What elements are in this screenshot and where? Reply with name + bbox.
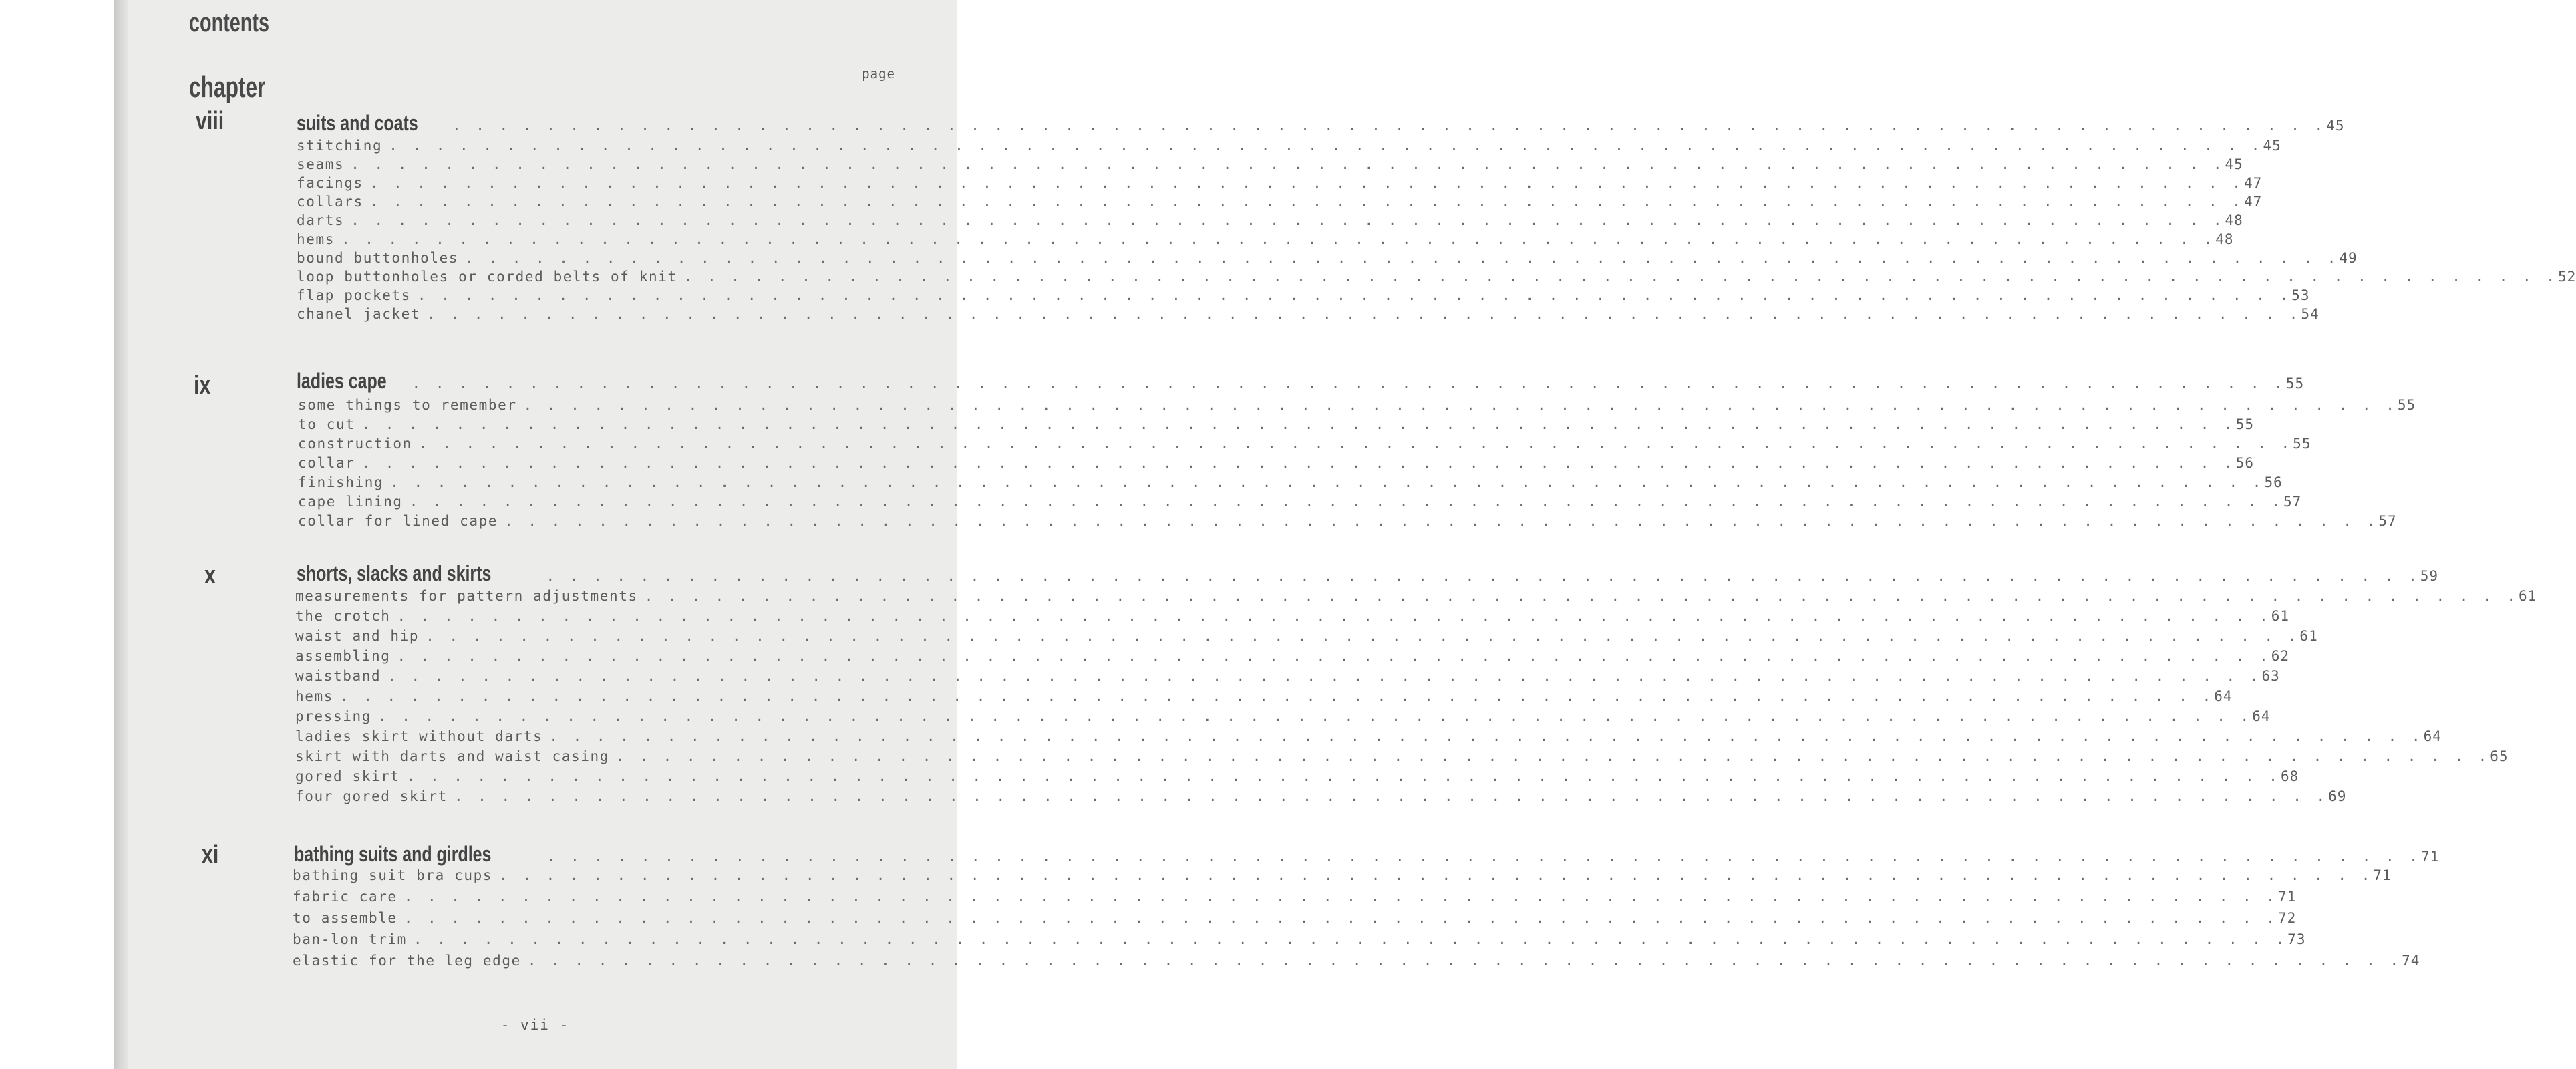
toc-entry — [295, 748, 2509, 767]
page-number: 64 — [2252, 708, 2271, 724]
toc-entry — [298, 494, 2302, 512]
entry-label: hems — [295, 688, 333, 704]
entry-label: fabric care — [293, 889, 397, 905]
page-number: 45 — [2326, 118, 2345, 134]
page-number: 72 — [2277, 910, 2297, 926]
toc-entry — [293, 867, 2392, 886]
page-number: 47 — [2243, 194, 2263, 210]
page-number: 56 — [2264, 474, 2283, 490]
document-page — [114, 0, 2576, 1069]
entry-label: waist and hip — [295, 628, 420, 644]
toc-entry — [298, 513, 2397, 532]
dot-leader: . . . . . . . . . . . . . . . . . . . . . . . . . . . . . . . . . . . . . . . . . . . . . . . . . . . . . . . . . . . . . . . . . . . . . . . . . . . . . . . . — [369, 175, 2244, 191]
chapter-title: shorts, slacks and skirts — [297, 561, 492, 585]
entry-label: collars — [297, 194, 363, 210]
entry-label: measurements for pattern adjustments — [295, 588, 638, 604]
toc-entry — [297, 138, 2281, 156]
entry-label: facings — [297, 175, 363, 191]
dot-leader: . . . . . . . . . . . . . . . . . . . . . . . . . . . . . . . . . . . . . . . . . . . . . . . . . . . . . . . . . . . . . . . . . . . . . . . . . . . . . . . . — [351, 156, 2225, 172]
toc-entry — [295, 788, 2347, 807]
toc-entry — [298, 416, 2255, 435]
page-number: 48 — [2225, 212, 2243, 228]
entry-label: the crotch — [295, 608, 391, 624]
dot-leader: . . . . . . . . . . . . . . . . . . . . . . . . . . . . . . . . . . . . . . . . . . . . . . . . . . . . . . . . . . . . . . . . . . . . . . . . . . . . . . . . — [397, 608, 2271, 624]
toc-entry — [295, 628, 2318, 647]
dot-leader: . . . . . . . . . . . . . . . . . . . . . . . . . . . . . . . . . . . . . . . . . . . . . . . . . . . . . . . . . . . . . . . . . . . . . . . . . . . . . . . . — [406, 768, 2281, 784]
chapter-numeral: x — [204, 561, 216, 589]
chapter-title: ladies cape — [297, 369, 387, 393]
dot-leader: . . . . . . . . . . . . . . . . . . . . . . . . . . . . . . . . . . . . . . . . . . . . . . . . . . . . . . . . . . . . . . . . . . . . . . . . . . . . . . . . — [452, 118, 2327, 134]
dot-leader: . . . . . . . . . . . . . . . . . . . . . . . . . . . . . . . . . . . . . . . . . . . . . . . . . . . . . . . . . . . . . . . . . . . . . . . . . . . . . . . . — [397, 648, 2271, 664]
entry-label: gored skirt — [295, 768, 400, 784]
entry-label: bathing suit bra cups — [293, 867, 493, 883]
entry-label: cape lining — [298, 494, 403, 510]
page-number: 55 — [2397, 397, 2416, 413]
dot-leader: . . . . . . . . . . . . . . . . . . . . . . . . . . . . . . . . . . . . . . . . . . . . . . . . . . . . . . . . . . . . . . . . . . . . . . . . . . . . . . . . — [389, 138, 2263, 154]
page-number: 55 — [2293, 436, 2311, 452]
toc-entry — [297, 287, 2310, 306]
chapter-title-row — [294, 842, 2440, 866]
dot-leader: . . . . . . . . . . . . . . . . . . . . . . . . . . . . . . . . . . . . . . . . . . . . . . . . . . . . . . . . . . . . . . . . . . . . . . . . . . . . . . . . — [465, 250, 2340, 266]
dot-leader: . . . . . . . . . . . . . . . . . . . . . . . . . . . . . . . . . . . . . . . . . . . . . . . . . . . . . . . . . . . . . . . . . . . . . . . . . . . . . . . . — [361, 416, 2236, 432]
chapter-column-heading: chapter — [189, 71, 266, 104]
page-number: 49 — [2339, 250, 2358, 266]
chapter-title-row — [297, 369, 2305, 393]
page-number: 62 — [2271, 648, 2289, 664]
dot-leader: . . . . . . . . . . . . . . . . . . . . . . . . . . . . . . . . . . . . . . . . . . . . . . . . . . . . . . . . . . . . . . . . . . . . . . . . . . . . . . . . — [546, 568, 2420, 584]
chapter-title-row — [297, 561, 2439, 585]
dot-leader: . . . . . . . . . . . . . . . . . . . . . . . . . . . . . . . . . . . . . . . . . . . . . . . . . . . . . . . . . . . . . . . . . . . . . . . . . . . . . . . . — [390, 474, 2265, 490]
toc-entry — [295, 588, 2537, 607]
dot-leader: . . . . . . . . . . . . . . . . . . . . . . . . . . . . . . . . . . . . . . . . . . . . . . . . . . . . . . . . . . . . . . . . . . . . . . . . . . . . . . . . — [427, 306, 2301, 322]
toc-entry — [295, 708, 2271, 727]
entry-label: collar for lined cape — [298, 513, 498, 529]
entry-label: construction — [298, 436, 412, 452]
dot-leader: . . . . . . . . . . . . . . . . . . . . . . . . . . . . . . . . . . . . . . . . . . . . . . . . . . . . . . . . . . . . . . . . . . . . . . . . . . . . . . . . — [616, 748, 2490, 764]
entry-label: ban-lon trim — [293, 931, 407, 947]
entry-label: some things to remember — [298, 397, 517, 413]
dot-leader: . . . . . . . . . . . . . . . . . . . . . . . . . . . . . . . . . . . . . . . . . . . . . . . . . . . . . . . . . . . . . . . . . . . . . . . . . . . . . . . . — [683, 269, 2558, 285]
entry-label: four gored skirt — [295, 788, 448, 804]
page-number: 71 — [2373, 867, 2392, 883]
toc-entry — [297, 175, 2263, 194]
toc-entry — [293, 910, 2297, 929]
dot-leader: . . . . . . . . . . . . . . . . . . . . . . . . . . . . . . . . . . . . . . . . . . . . . . . . . . . . . . . . . . . . . . . . . . . . . . . . . . . . . . . . — [527, 953, 2402, 969]
toc-entry — [297, 194, 2263, 212]
entry-label: finishing — [298, 474, 384, 490]
page-number: 55 — [2285, 375, 2305, 392]
dot-leader: . . . . . . . . . . . . . . . . . . . . . . . . . . . . . . . . . . . . . . . . . . . . . . . . . . . . . . . . . . . . . . . . . . . . . . . . . . . . . . . . — [418, 436, 2293, 452]
entry-label: collar — [298, 455, 355, 471]
dot-leader: . . . . . . . . . . . . . . . . . . . . . . . . . . . . . . . . . . . . . . . . . . . . . . . . . . . . . . . . . . . . . . . . . . . . . . . . . . . . . . . . — [504, 513, 2379, 529]
entry-label: seams — [297, 156, 345, 172]
dot-leader: . . . . . . . . . . . . . . . . . . . . . . . . . . . . . . . . . . . . . . . . . . . . . . . . . . . . . . . . . . . . . . . . . . . . . . . . . . . . . . . . — [377, 708, 2253, 724]
page-number: 54 — [2301, 306, 2319, 322]
toc-entry — [293, 931, 2306, 950]
page-number: 73 — [2287, 931, 2306, 947]
page-number: 57 — [2283, 494, 2302, 510]
toc-entry — [293, 889, 2297, 907]
dot-leader: . . . . . . . . . . . . . . . . . . . . . . . . . . . . . . . . . . . . . . . . . . . . . . . . . . . . . . . . . . . . . . . . . . . . . . . . . . . . . . . . — [369, 194, 2244, 210]
page-number: 45 — [2263, 138, 2281, 154]
dot-leader: . . . . . . . . . . . . . . . . . . . . . . . . . . . . . . . . . . . . . . . . . . . . . . . . . . . . . . . . . . . . . . . . . . . . . . . . . . . . . . . . — [404, 889, 2278, 905]
page-number: 55 — [2235, 416, 2255, 432]
chapter-title-row — [297, 111, 2345, 135]
entry-label: pressing — [295, 708, 371, 724]
entry-label: darts — [297, 212, 345, 228]
page-number: 56 — [2235, 455, 2255, 471]
entry-label: flap pockets — [297, 287, 411, 303]
dot-leader: . . . . . . . . . . . . . . . . . . . . . . . . . . . . . . . . . . . . . . . . . . . . . . . . . . . . . . . . . . . . . . . . . . . . . . . . . . . . . . . . — [409, 494, 2283, 510]
page-number: 57 — [2378, 513, 2397, 529]
page-number: 65 — [2490, 748, 2509, 764]
page-number: 61 — [2271, 608, 2289, 624]
toc-entry — [295, 728, 2442, 747]
entry-label: stitching — [297, 138, 383, 154]
page-number: 47 — [2243, 175, 2263, 191]
page-number: 61 — [2519, 588, 2537, 604]
dot-leader: . . . . . . . . . . . . . . . . . . . . . . . . . . . . . . . . . . . . . . . . . . . . . . . . . . . . . . . . . . . . . . . . . . . . . . . . . . . . . . . . — [499, 867, 2374, 883]
entry-label: hems — [297, 231, 335, 247]
entry-label: to assemble — [293, 910, 397, 926]
page-number-footer: - vii - — [500, 1017, 570, 1033]
entry-label: chanel jacket — [297, 306, 421, 322]
entry-label: skirt with darts and waist casing — [295, 748, 610, 764]
dot-leader: . . . . . . . . . . . . . . . . . . . . . . . . . . . . . . . . . . . . . . . . . . . . . . . . . . . . . . . . . . . . . . . . . . . . . . . . . . . . . . . . — [549, 728, 2424, 744]
toc-entry — [295, 688, 2233, 707]
toc-entry — [295, 768, 2299, 787]
page-number: 52 — [2557, 269, 2576, 285]
page-number: 61 — [2299, 628, 2318, 644]
toc-entry — [297, 250, 2358, 269]
chapter-numeral: viii — [196, 107, 224, 135]
dot-leader: . . . . . . . . . . . . . . . . . . . . . . . . . . . . . . . . . . . . . . . . . . . . . . . . . . . . . . . . . . . . . . . . . . . . . . . . . . . . . . . . — [523, 397, 2398, 413]
page-number: 69 — [2328, 788, 2347, 804]
binding-shadow — [114, 0, 128, 1069]
entry-label: elastic for the leg edge — [293, 953, 521, 969]
entry-label: ladies skirt without darts — [295, 728, 543, 744]
page-number: 68 — [2280, 768, 2299, 784]
toc-entry — [295, 648, 2289, 667]
toc-entry — [293, 953, 2420, 971]
chapter-title: suits and coats — [297, 111, 418, 135]
entry-label: loop buttonholes or corded belts of knit — [297, 269, 677, 285]
page-number: 45 — [2225, 156, 2243, 172]
page-number: 71 — [2277, 889, 2297, 905]
chapter-title: bathing suits and girdles — [294, 842, 492, 866]
page-number: 64 — [2423, 728, 2442, 744]
dot-leader: . . . . . . . . . . . . . . . . . . . . . . . . . . . . . . . . . . . . . . . . . . . . . . . . . . . . . . . . . . . . . . . . . . . . . . . . . . . . . . . . — [412, 375, 2286, 392]
entry-label: assembling — [295, 648, 391, 664]
dot-leader: . . . . . . . . . . . . . . . . . . . . . . . . . . . . . . . . . . . . . . . . . . . . . . . . . . . . . . . . . . . . . . . . . . . . . . . . . . . . . . . . — [341, 231, 2216, 247]
dot-leader: . . . . . . . . . . . . . . . . . . . . . . . . . . . . . . . . . . . . . . . . . . . . . . . . . . . . . . . . . . . . . . . . . . . . . . . . . . . . . . . . — [426, 628, 2300, 644]
toc-entry — [298, 397, 2416, 416]
page-number: 74 — [2402, 953, 2420, 969]
dot-leader: . . . . . . . . . . . . . . . . . . . . . . . . . . . . . . . . . . . . . . . . . . . . . . . . . . . . . . . . . . . . . . . . . . . . . . . . . . . . . . . . — [546, 849, 2421, 865]
chapter-numeral: ix — [194, 371, 211, 400]
dot-leader: . . . . . . . . . . . . . . . . . . . . . . . . . . . . . . . . . . . . . . . . . . . . . . . . . . . . . . . . . . . . . . . . . . . . . . . . . . . . . . . . — [404, 910, 2278, 926]
page-number: 63 — [2261, 668, 2280, 684]
toc-entry — [297, 212, 2243, 231]
dot-leader: . . . . . . . . . . . . . . . . . . . . . . . . . . . . . . . . . . . . . . . . . . . . . . . . . . . . . . . . . . . . . . . . . . . . . . . . . . . . . . . . — [413, 931, 2288, 947]
dot-leader: . . . . . . . . . . . . . . . . . . . . . . . . . . . . . . . . . . . . . . . . . . . . . . . . . . . . . . . . . . . . . . . . . . . . . . . . . . . . . . . . — [387, 668, 2262, 684]
toc-entry — [298, 436, 2311, 454]
toc-entry — [295, 668, 2280, 687]
toc-entry — [297, 269, 2576, 287]
dot-leader: . . . . . . . . . . . . . . . . . . . . . . . . . . . . . . . . . . . . . . . . . . . . . . . . . . . . . . . . . . . . . . . . . . . . . . . . . . . . . . . . — [339, 688, 2215, 704]
dot-leader: . . . . . . . . . . . . . . . . . . . . . . . . . . . . . . . . . . . . . . . . . . . . . . . . . . . . . . . . . . . . . . . . . . . . . . . . . . . . . . . . — [454, 788, 2329, 804]
toc-entry — [298, 474, 2283, 493]
contents-heading: contents — [189, 8, 270, 37]
page-number: 71 — [2420, 849, 2440, 865]
page-number: 59 — [2420, 568, 2439, 584]
toc-entry — [297, 231, 2234, 250]
dot-leader: . . . . . . . . . . . . . . . . . . . . . . . . . . . . . . . . . . . . . . . . . . . . . . . . . . . . . . . . . . . . . . . . . . . . . . . . . . . . . . . . — [644, 588, 2519, 604]
toc-entry — [297, 306, 2319, 325]
dot-leader: . . . . . . . . . . . . . . . . . . . . . . . . . . . . . . . . . . . . . . . . . . . . . . . . . . . . . . . . . . . . . . . . . . . . . . . . . . . . . . . . — [361, 455, 2236, 471]
entry-label: waistband — [295, 668, 381, 684]
toc-entry — [298, 455, 2255, 474]
chapter-numeral: xi — [202, 841, 219, 869]
toc-entry — [295, 608, 2289, 627]
dot-leader: . . . . . . . . . . . . . . . . . . . . . . . . . . . . . . . . . . . . . . . . . . . . . . . . . . . . . . . . . . . . . . . . . . . . . . . . . . . . . . . . — [351, 212, 2225, 228]
toc-entry — [297, 156, 2243, 175]
entry-label: to cut — [298, 416, 355, 432]
dot-leader: . . . . . . . . . . . . . . . . . . . . . . . . . . . . . . . . . . . . . . . . . . . . . . . . . . . . . . . . . . . . . . . . . . . . . . . . . . . . . . . . — [417, 287, 2292, 303]
page-number: 64 — [2214, 688, 2233, 704]
page-number: 53 — [2291, 287, 2310, 303]
entry-label: bound buttonholes — [297, 250, 459, 266]
page-column-heading: page — [862, 67, 895, 82]
page-number: 48 — [2215, 231, 2234, 247]
